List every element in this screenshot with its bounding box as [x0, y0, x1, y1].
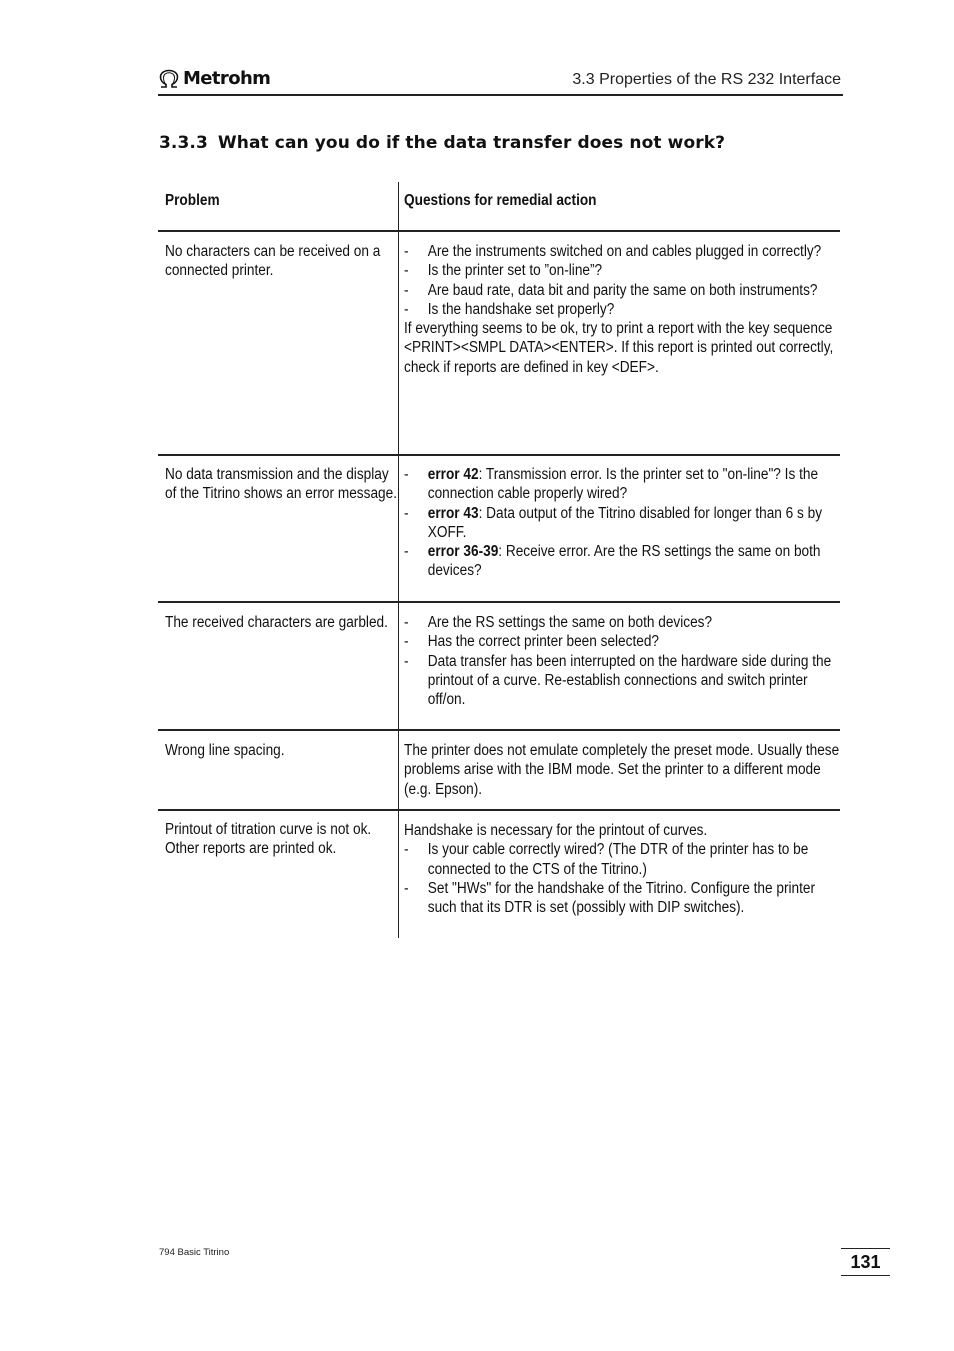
list-item: - Is the handshake set properly? — [404, 300, 615, 318]
list-item: - Is the printer set to ”on-line”? — [404, 262, 603, 280]
problem-cell: No characters can be received on a connected printer. — [165, 243, 381, 280]
row-separator — [158, 454, 840, 456]
action-cell — [404, 242, 840, 377]
list-item: - Are the RS settings the same on both devices? — [404, 614, 713, 631]
omega-logo-icon — [158, 69, 180, 89]
problem-cell: Wrong line spacing. — [165, 742, 285, 759]
list-item: - Has the correct printer been selected? — [404, 633, 660, 651]
row-separator — [158, 809, 840, 811]
metrohm-logo — [158, 68, 270, 89]
note-text: If everything seems to be ok, try to print a report with the key sequence <PRINT><SMPL DATA><ENTER>. If this report is printed out correctly, check if reports are defined in key <DEF>. — [404, 320, 834, 376]
list-item: - Data transfer has been interrupted on the hardware side during the printout of a curve. Re-establish connections and switch printer off/on. — [404, 652, 832, 709]
list-item: - Are baud rate, data bit and parity the same on both instruments? — [404, 281, 818, 299]
problem-cell: Printout of titration curve is not ok. Other reports are printed ok. — [165, 821, 372, 858]
action-cell — [404, 613, 840, 709]
product-name: 794 Basic Titrino — [159, 1247, 230, 1258]
section-number: 3.3.3 — [159, 133, 208, 153]
row-separator — [158, 729, 840, 731]
section-title-text: What can you do if the data transfer does not work? — [217, 133, 726, 153]
page-header — [158, 66, 843, 96]
section-reference: 3.3 Properties of the RS 232 Interface — [572, 71, 841, 88]
column-divider — [398, 182, 399, 938]
problem-cell: The received characters are garbled. — [165, 614, 388, 631]
action-cell: The printer does not emulate completely the preset mode. Usually these problems arise with the IBM mode. Set the printer to a different mode (e.g. Epson). — [404, 742, 840, 798]
list-item: - error 36-39: Receive error. Are the RS settings the same on both devices? — [404, 543, 821, 580]
action-cell — [404, 821, 840, 917]
action-cell — [404, 465, 840, 581]
brand-name: Metrohm — [183, 68, 271, 89]
row-separator — [158, 230, 840, 232]
list-item: - error 42: Transmission error. Is the printer set to "on-line"? Is the connection cable properly wired? — [404, 466, 819, 503]
intro-text: Handshake is necessary for the printout of curves. — [404, 822, 708, 839]
list-item: - Is your cable correctly wired? (The DTR of the printer has to be connected to the CTS of the Titrino.) — [404, 841, 809, 878]
page-number: 131 — [841, 1248, 890, 1276]
problem-cell: No data transmission and the display of the Titrino shows an error message. — [165, 466, 397, 503]
header-problem: Problem — [165, 192, 220, 209]
list-item: - error 43: Data output of the Titrino disabled for longer than 6 s by XOFF. — [404, 504, 823, 541]
section-title — [159, 133, 725, 153]
list-item: - Are the instruments switched on and cables plugged in correctly? — [404, 243, 822, 260]
row-separator — [158, 601, 840, 603]
list-item: - Set "HWs" for the handshake of the Titrino. Configure the printer such that its DTR is set (possibly with DIP switches). — [404, 879, 816, 917]
header-action: Questions for remedial action — [404, 192, 597, 209]
